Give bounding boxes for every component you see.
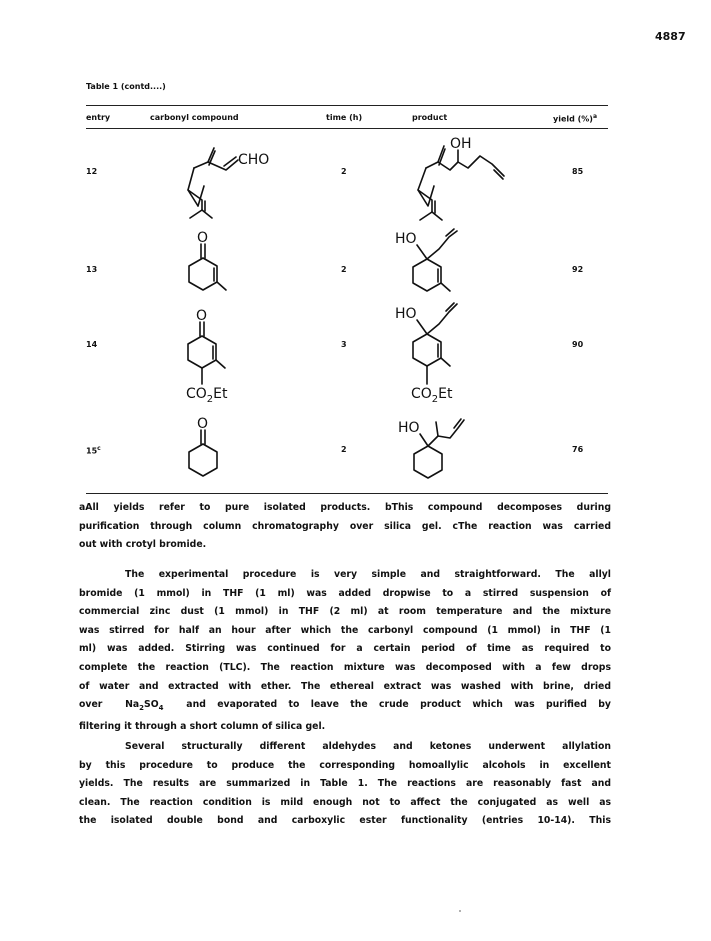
table-bottom-rule [86, 493, 608, 494]
yield-value: 76 [572, 445, 584, 454]
entry-number: 12 [86, 167, 98, 176]
column-header-product: product [412, 113, 448, 122]
text-line: of water and extracted with ether. The ethereal extract was washed with brine, dried [79, 680, 611, 692]
text-line: over $Na_2SO_4$ and evaporated to leave the crude product which was purified by [79, 699, 611, 713]
table-top-rule [86, 105, 608, 106]
structure-label: O [197, 416, 209, 432]
reaction-time: 2 [341, 445, 347, 454]
structure-product-15 [398, 416, 488, 491]
yield-value: 90 [572, 340, 584, 349]
column-header-yield: yield (%)$^a$ [553, 113, 598, 124]
entry-number: 15$^c$ [86, 445, 101, 456]
text-line: bromide (1 mmol) in THF (1 ml) was added dropwise to a stirred suspension of [79, 587, 611, 599]
text-line: yields. The results are summarized in Table 1. The reactions are reasonably fast and [79, 778, 611, 790]
structure-label: OH [450, 136, 472, 152]
reaction-time: 2 [341, 167, 347, 176]
column-header-carbonyl: carbonyl compound [150, 113, 239, 122]
entry-number: 13 [86, 265, 98, 274]
table-footnotes [79, 499, 611, 555]
structure-product-13 [395, 227, 485, 307]
structure-label: O [196, 308, 208, 324]
structure-carbonyl-14 [172, 306, 262, 426]
footnote-line: aAll yields refer to pure isolated products. bThis compound decomposes during [79, 502, 611, 513]
text-line: was stirred for half an hour after which the carbonyl compound (1 mmol) in THF (1 [79, 624, 611, 636]
page-number: 4887 [655, 30, 686, 43]
body-paragraph-2 [79, 738, 611, 831]
footnote-line: out with crotyl bromide. [79, 539, 207, 551]
structure-label: HO [395, 231, 417, 247]
text-line: filtering it through a short column of silica gel. [79, 720, 326, 732]
table-header-rule [86, 128, 608, 129]
yield-value: 85 [572, 167, 584, 176]
scan-speck [459, 910, 461, 912]
text-line: by this procedure to produce the corresponding homoallylic alcohols in excellent [79, 759, 611, 771]
structure-product-14 [395, 300, 490, 420]
structure-label: O [197, 230, 209, 246]
text-line: commercial zinc dust (1 mmol) in THF (2 ml) at room temperature and the mixture [79, 606, 611, 618]
text-line: the isolated double bond and carboxylic ester functionality (entries 10-14). This [79, 815, 611, 827]
structure-label: HO [395, 306, 417, 322]
structure-carbonyl-12 [180, 138, 270, 228]
body-paragraph-1 [79, 566, 611, 736]
text-line: complete the reaction (TLC). The reaction mixture was decomposed with a few drops [79, 661, 611, 673]
structure-carbonyl-15 [180, 414, 250, 489]
footnote-line: purification through column chromatography over silica gel. cThe reaction was carried [79, 520, 611, 532]
text-line: clean. The reaction condition is mild enough not to affect the conjugated as well as [79, 796, 611, 808]
entry-number: 14 [86, 340, 98, 349]
reaction-time: 2 [341, 265, 347, 274]
text-line: The experimental procedure is very simple and straightforward. The allyl [125, 569, 611, 580]
structure-carbonyl-13 [180, 228, 250, 303]
text-line: Several structurally different aldehydes and ketones underwent allylation [125, 741, 611, 752]
yield-value: 92 [572, 265, 584, 274]
text-line: ml) was added. Stirring was continued for a certain period of time as required to [79, 643, 611, 655]
column-header-time: time (h) [326, 113, 363, 122]
structure-product-12 [408, 132, 528, 232]
column-header-entry: entry [86, 113, 111, 122]
structure-label: $CO_2Et$ [411, 386, 453, 405]
structure-label: HO [398, 420, 420, 436]
reaction-time: 3 [341, 340, 347, 349]
structure-label: CHO [238, 152, 270, 168]
structure-label: $CO_2Et$ [186, 386, 228, 405]
table-caption: Table 1 (contd....) [86, 82, 166, 91]
chemical-formula: $Na_2SO_4$ [125, 699, 164, 713]
